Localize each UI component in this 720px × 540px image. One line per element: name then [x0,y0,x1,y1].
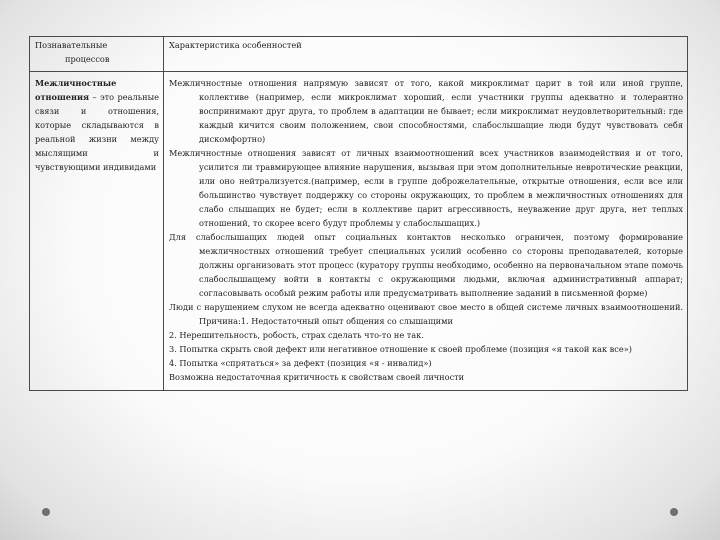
description-paragraph: Люди с нарушением слухом не всегда адекватно оценивают свое место в общей системе личных взаимоотношений. Причина:1. Недостаточный опыт общения со слышащими [169,302,683,326]
description-paragraph: 2. Нерешительность, робость, страх сделать что-то не так. [169,330,424,340]
content-table [29,36,688,391]
header-cell-characteristics [164,37,688,72]
term-title: Межличностные отношения [35,78,117,102]
description-paragraph: 4. Попытка «спрятаться» за дефект (позиция «я - инвалид») [169,358,432,368]
row-term-cell [30,72,164,391]
header-processes-line2: процессов [65,54,110,64]
description-paragraph: Возможна недостаточная критичность к свойствам своей личности [169,372,465,382]
decorative-dot-right [670,508,678,516]
table-row [30,72,688,391]
description-paragraph: Межличностные отношения зависят от личных взаимоотношений всех участников взаимодействия и от того, усилится ли травмирующее влияние нарушения, вызывая при этом дополнительные невротические реакции, или оно нейтрализуется.(например, если в группе доброжелательные, открытые отношения, если все или большинство чувствует поддержку со стороны окружающих, то проблем в межличностных отношениях для слабо слышащих не будет; если в коллективе царит агрессивность, неуважение друг друга, нет теплых отношений, то скорее всего будут проблемы у слабослышащих.) [169,148,683,228]
table-header-row [30,37,688,72]
header-processes-line1: Познавательные [35,40,108,50]
term-definition: – это реальные связи и отношения, которые складываются в реальной жизни между мыслящими и чувствующими индивидами [35,92,159,172]
row-description-cell [164,72,688,391]
description-paragraph: Межличностные отношения напрямую зависят от того, какой микроклимат царит в той или иной группе, коллективе (например, если микроклимат хороший, если участники группы адекватно и толерантно воспринимают друг друга, то проблем в адаптации не бывает; если микроклимат неудовлетворительный: где каждый кичится своим положением, свои способностями, слабослышащие люди будут чувствовать себя дискомфортно) [169,78,683,144]
header-characteristics-label: Характеристика особенностей [169,40,302,50]
description-paragraph: Для слабослышащих людей опыт социальных контактов несколько ограничен, поэтому формирование межличностных отношений требует специальных усилий особенно со стороны преподавателей, которые должны организовать этот процесс (куратору группы необходимо, особенно на первоначальном этапе помочь слабослышащему войти в контакты с окружающими людьми, включая административный аппарат; согласовывать особый режим работы или предусматривать выполнение заданий в письменной форме) [169,232,683,298]
description-paragraph: 3. Попытка скрыть свой дефект или негативное отношение к своей проблеме (позиция «я такой как все») [169,344,632,354]
decorative-dot-left [42,508,50,516]
header-cell-processes [30,37,164,72]
